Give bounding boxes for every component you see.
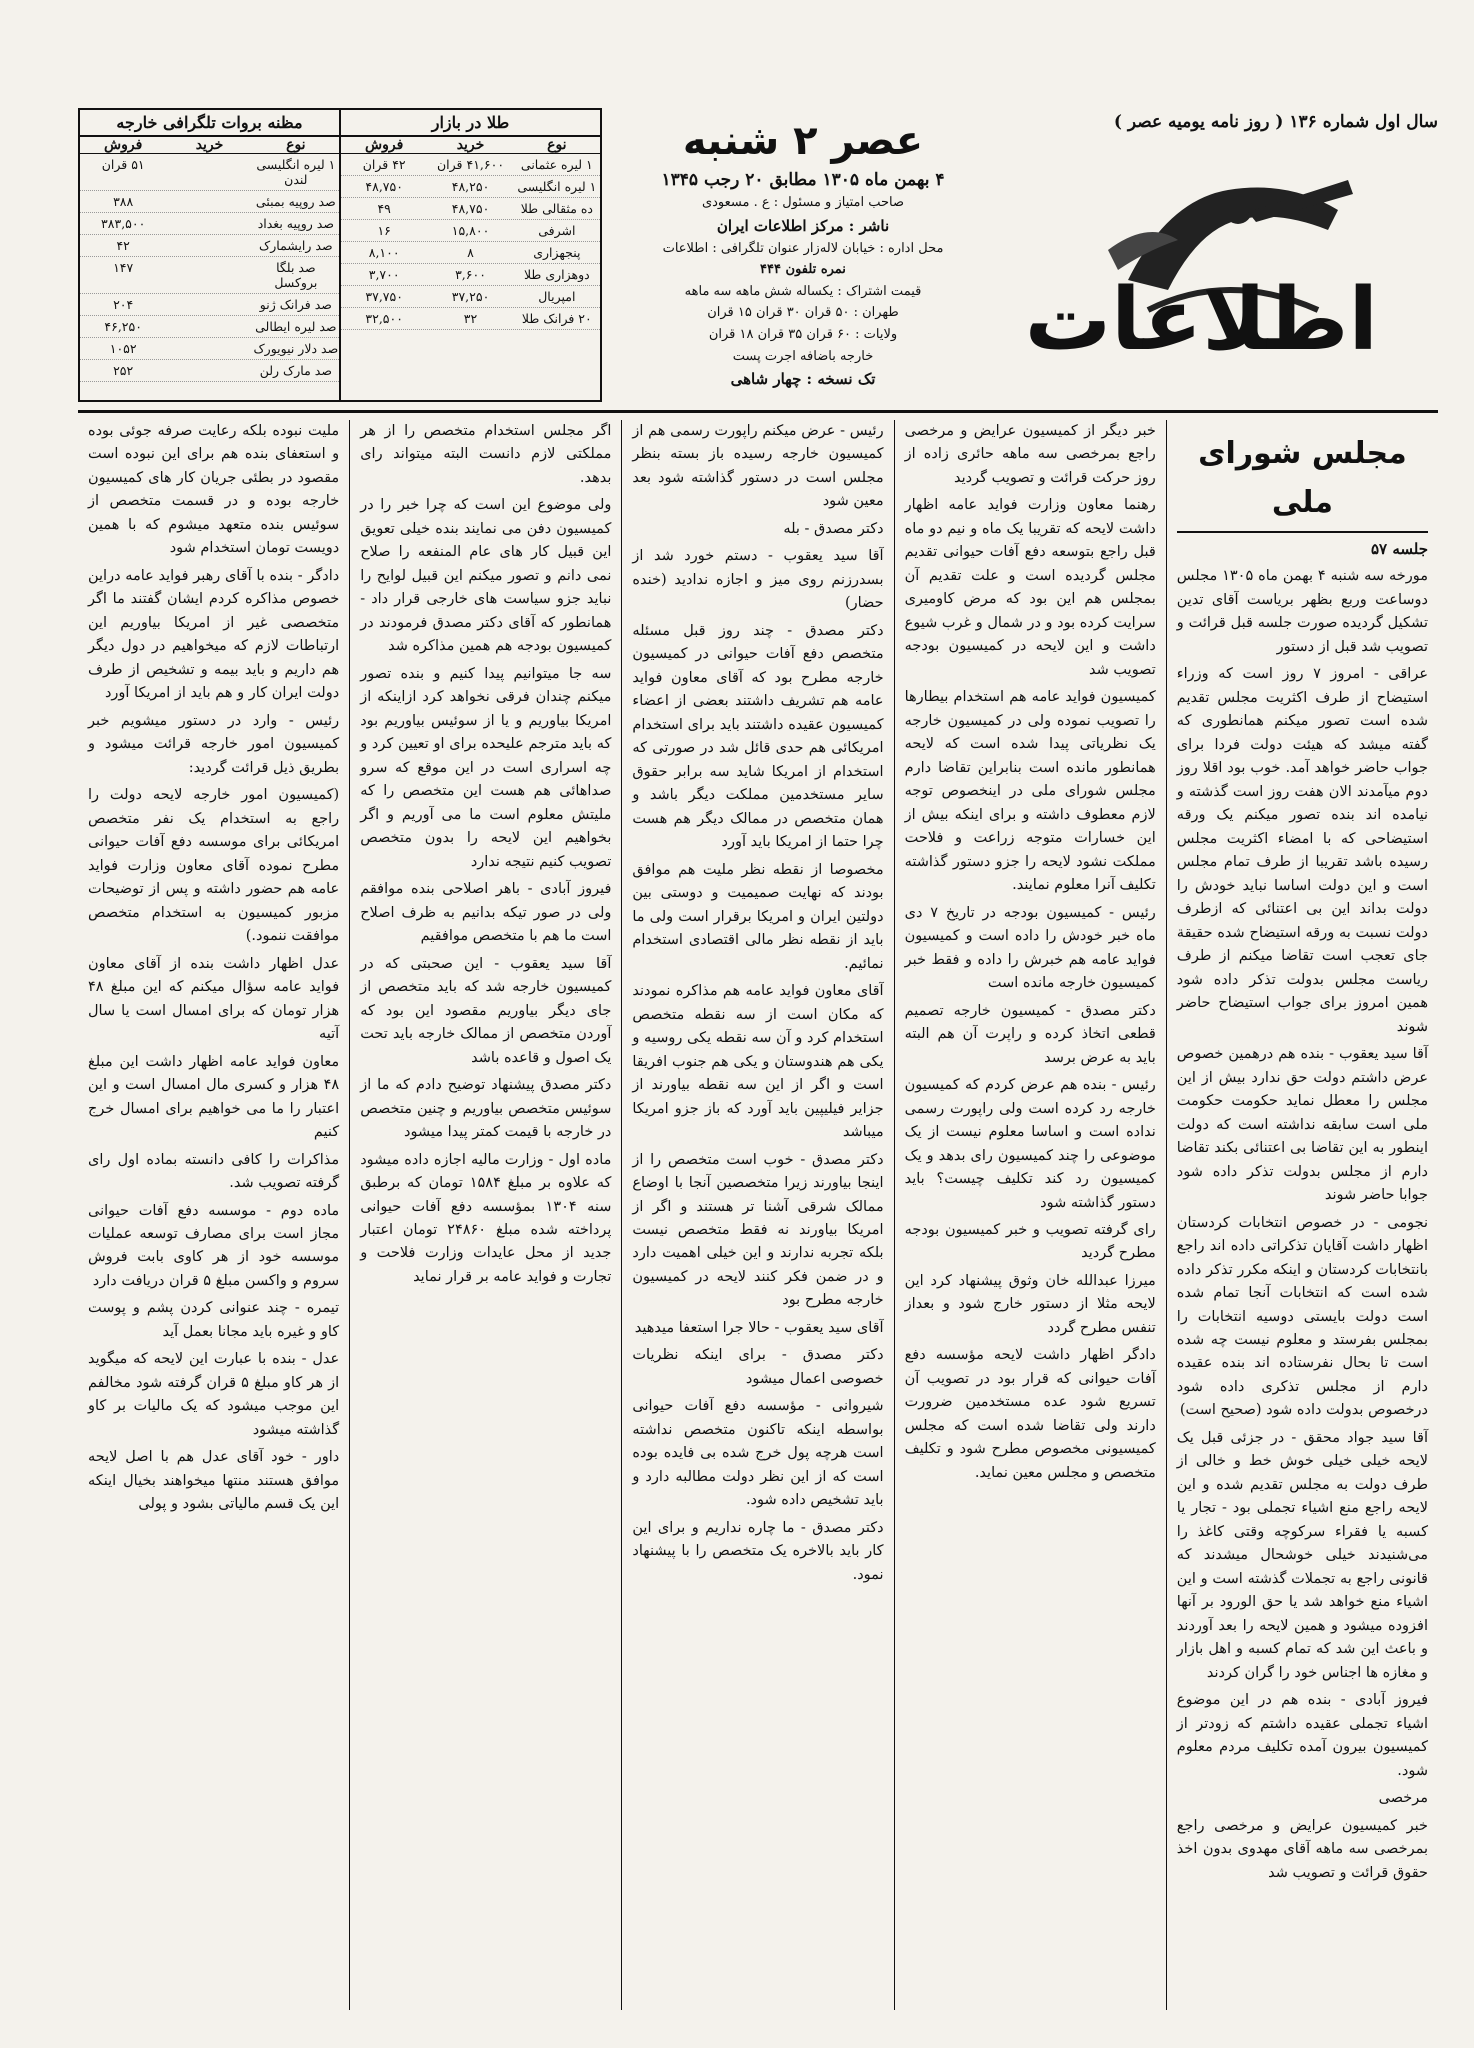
table-row: ۱ لیره انگلیسی لندن ۵۱ قران [80, 154, 339, 191]
paragraph: دکتر مصدق - ما چاره نداریم و برای این کار باید بالاخره یک متخصص را با پیشنهاد نمود. [632, 1519, 884, 1583]
paragraph: خبر دیگر از کمیسیون عرایض و مرخصی راجع بمرخصی سه ماهه حائری زاده از روز حرکت قرائت و تصویب گردید [904, 423, 1156, 486]
table-row: ۱ لیره انگلیسی ۴۸,۲۵۰ ۴۸,۷۵۰ [341, 176, 600, 198]
paragraph: دکتر مصدق - برای اینکه نظریات خصوصی اعمال میشود [632, 1347, 884, 1387]
provinces-rate: ولایات : ۶۰ قران ۳۵ قران ۱۸ قران [708, 326, 898, 342]
publisher-line: ناشر : مرکز اطلاعات ایران [716, 216, 890, 235]
issue-info [608, 108, 998, 398]
paragraph: عراقی - امروز ۷ روز است که وزراء استیضاح از طرف اکثریت مجلس تقدیم شده است تصور میکنم همانطوری که گفته میشد که هیئت دولت فردا برای جواب حاضر خواهد آمد. خوب بود اقلا روز دوم میآمدند الان هفت روز است گذشته و نیامده اند بنده تصور میکنم یک ورقه استیضاحی که با امضاء اکثریت مجلس رسیده باشد تقریبا از طرف تمام مجلس است و این دولت اساسا نباید خودش را دولت بداند این بی اعتنائی که ازطرف دولت نسبت به ورقه استیضاح شده حقیقة جای تعجب است تقاضا میکنم از طرف ریاست مجلس بدولت تذکر داده شود همین امروز برای جواب استیضاح حاضر شوند [1176, 666, 1428, 1035]
paragraph: عدل - بنده با عبارت این لایحه که میگوید از هر کاو مبلغ ۵ قران گرفته شود مخالفم این موجب میشود که یک مالیات بر کاو گذاشته میشود [87, 1351, 340, 1438]
paragraph: مذاکرات را کافی دانسته بماده اول رای گرفته تصویب شد. [87, 1151, 340, 1192]
table-row: ۱ لیره عثمانی ۴۱,۶۰۰ قران ۴۲ قران [341, 154, 600, 176]
paragraph: دکتر مصدق - بله [783, 520, 884, 537]
fx-table-title: مظنه بروات تلگرافی خارجه [80, 110, 339, 137]
table-row: ده مثقالی طلا ۴۸,۷۵۰ ۴۹ [341, 198, 600, 220]
paragraph: دادگر - بنده با آقای رهبر فواید عامه دراین خصوص مذاکره کردم ایشان گفتند ما اگر متخصصی غیر از امریکا بیاوریم این ارتباطات لازم که میخواهیم در دول دیگر هم داریم و باید بیمه و تشخیص از طرف دولت ایران کار و هم باید از امریکا آورد [87, 567, 340, 702]
market-tables [78, 108, 602, 402]
office-line: محل اداره : خیابان لاله‌زار عنوان تلگرافی : اطلاعات [662, 240, 944, 256]
paragraph: فیروز آبادی - باهر اصلاحی بنده موافقم ولی در صور تیکه بدانیم به ظرف اصلاح است ما هم با متخصص موافقیم [360, 881, 612, 945]
masthead [78, 100, 1438, 413]
newspaper-logo [1024, 160, 1408, 390]
fx-table [80, 110, 339, 400]
header-cell: فروش [104, 137, 143, 153]
gold-table [339, 110, 600, 400]
paragraph: خبر کمیسیون عرایض و مرخصی راجع بمرخصی سه ماهه آقای مهدوی بدون اخذ حقوق قرائت و تصویب شد [1176, 1817, 1428, 1881]
table-row: ۲۰ فرانک طلا ۳۲ ۳۲,۵۰۰ [341, 308, 600, 330]
tehran-rate: طهران : ۵۰ قران ۳۰ قران ۱۵ قران [707, 305, 899, 321]
paragraph: ولی موضوع این است که چرا خبر را در کمیسیون دفن می نمایند بنده خیلی تعویق این قبیل کار های عام المنفعه را صلاح نمی دانم و تصور میکنم این قبیل لوایح را نباید جزو سیاست های خارجی قرار داد - همانطور که آقای دکتر مصدق فرمودند در کمیسیون بودجه هم همین مذاکره شد [360, 497, 612, 655]
article-columns [78, 420, 1438, 2010]
paragraph: اگر مجلس استخدام متخصص را از هر مملکتی لازم دانست البته میتواند رای بدهد. [360, 423, 612, 486]
table-row: دوهزاری طلا ۳,۶۰۰ ۳,۷۰۰ [341, 264, 600, 286]
column-3 [621, 420, 893, 2010]
paragraph: میرزا عبدالله خان وثوق پیشنهاد کرد این لایحه مثلا از دستور خارج شود و بعداز تنفس مطرح گردد [904, 1272, 1156, 1336]
gold-table-header [341, 137, 600, 154]
paragraph: آقا سید یعقوب - بنده هم درهمین خصوص عرض داشتم دولت حق ندارد بیش از این مجلس را معطل نماید حکومت حکومت ملی است سابقه نداشته است که دولت اینطور به این تقاضا بی اعتنائی بکند تقاضا دارم از مجلس بدولت تذکر داده شود جوابا حاضر شوند [1176, 1046, 1428, 1204]
table-row: صد بلگا بروکسل ۱۴۷ [80, 257, 339, 294]
paragraph: دکتر مصدق پیشنهاد توضیح دادم که ما از سوئیس متخصص بیاوریم و چنین متخصص در خارجه با قیمت کمتر پیدا میشود [360, 1077, 612, 1141]
logo-text: اطلاعات [1024, 270, 1378, 370]
column-2 [894, 420, 1166, 2010]
paragraph: رئیس - بنده هم عرض کردم که کمیسیون خارجه رد کرده است ولی راپورت رسمی نداده است و اساسا معلوم نیست از یک موضوعی را چند کمیسیون رای بدهد و یک کمیسیون رد کند تکلیف چیست؟ باید دستور گذاشته شود [904, 1077, 1156, 1211]
paragraph: آقا سید یعقوب - این صحبتی که در کمیسیون خارجه شد که باید متخصص از جای دیگر بیاوریم مقصود این بود که آوردن متخصص از ممالک خارجه باید تحت یک اصول و قاعده باشد [360, 955, 612, 1066]
paragraph: آقای سید یعقوب - حالا جرا استعفا میدهید [634, 1319, 884, 1336]
table-row: صد روپیه بمبئی ۳۸۸ [80, 191, 339, 213]
header-cell: خرید [456, 137, 485, 153]
paragraph: ملیت نبوده بلکه رعایت صرفه جوئی بوده و استعفای بنده هم برای این نبوده است مقصود در بطئی جریان کار های کمیسیون خارجه بوده و در قسمت متخصص از سوئیس بنده متعهد میشوم که با همین دویست تومان استخدام شود [87, 423, 340, 557]
column-1 [1166, 420, 1438, 2010]
table-row: صد لیره ایطالی ۴۶,۲۵۰ [80, 316, 339, 338]
paragraph: مورخه سه شنبه ۴ بهمن ماه ۱۳۰۵ مجلس دوساعت وربع بظهر بریاست آقای تدین تشکیل گردیده صورت جلسه قبل قرائت و تصویب شد قبل از دستور [1176, 568, 1428, 655]
date-line: ۴ بهمن ماه ۱۳۰۵ مطابق ۲۰ رجب ۱۳۴۵ [661, 170, 945, 190]
paragraph: عدل اظهار داشت بنده از آقای معاون فواید عامه سؤال میکنم که این مبلغ ۴۸ هزار تومان که برای امسال است یا سال آتیه [87, 955, 340, 1043]
table-row: پنجهزاری ۸ ۸,۱۰۰ [341, 242, 600, 264]
gold-table-title: طلا در بازار [341, 110, 600, 137]
table-row: اشرفی ۱۵,۸۰۰ ۱۶ [341, 220, 600, 242]
paragraph: رهنما معاون وزارت فواید عامه اظهار داشت لایحه که تقریبا یک ماه و نیم دو ماه قبل راجع بتوسعه دفع آفات حیوانی تقدیم مجلس گردیده است و علت تقدیم آن بمجلس هم این بود که مرض کاومیری سرایت کرده بود و در شمال و غرب شیوع داشت و این لایحه در کمیسیون بودجه تصویب شد [904, 497, 1156, 678]
header-cell: خرید [195, 137, 224, 153]
paragraph: شیروانی - مؤسسه دفع آفات حیوانی بواسطه اینکه تاکنون متخصص نداشته است هرچه پول خرج شده بی فایده بوده است که از این نظر دولت مطالبه دارد و باید تشخیص داده شود. [632, 1398, 884, 1509]
paragraph: آقا سید جواد محقق - در جزئی قبل یک لایحه خیلی خیلی خوش خط و خالی از طرف دولت به مجلس تقدیم شده و این لایحه راجع منع اشیاء تجملی بود - تجار یا کسبه یا فقراء سرکوچه وقتی کاغذ را می‌شنیدند خیلی خوشحال میشدند که قانونی راجع به تجملات گذشته است و این اشیاء منع خواهد شد یا حق الورود بر آنها افزوده میشود و همین لایحه را بعد آوردند و باعث این شد که تمام کسبه و اهل بازار و مغازه ها اجناس خود را گران کردند [1176, 1429, 1428, 1681]
paragraph: دکتر مصدق - خوب است متخصص را از اینجا بیاورند زیرا متخصصین آنجا با اوضاع ممالک شرقی آشنا تر هستند و اگر از امریکا بیاورند نه فقط متخصص نیست بلکه تجربه ندارند و این خیلی اهمیت دارد و در ضمن فکر کنند لایحه در کمیسیون خارجه مطرح بود [632, 1151, 884, 1309]
table-row: امپریال ۳۷,۲۵۰ ۳۷,۷۵۰ [341, 286, 600, 308]
paragraph: کمیسیون فواید عامه هم استخدام بیطارها را تصویب نموده ولی در کمیسیون خارجه یک نظریاتی پیدا شده است که لایحه همانطور مانده است بنابراین تقاضا دارم مجلس شورای ملی در اینخصوص توجه لازم معطوف داشته و برای اینکه بیش از این خسارات متوجه زراعت و فلاحت مملکت نشود لایحه را جزو دستور گذاشته تکلیف آنرا معلوم نمایند. [904, 689, 1156, 894]
paragraph: داور - خود آقای عدل هم با اصل لایحه موافق هستند منتها میخواهند بخیال اینکه این یک قسم مالیاتی بشود و پولی [87, 1449, 340, 1513]
paragraph: دکتر مصدق - چند روز قبل مسئله متخصص دفع آفات حیوانی در کمیسیون خارجه مطرح بود که آقای معاون فواید عامه هم تشریف داشتند بعضی از اعضاء کمیسیون عقیده داشتند باید برای استخدام امریکائی هم حدی قائل شد در صورتی که استخدام از امریکا شاید سه برابر حقوق سایر مستخدمین مملکت دیگر باشد و همان متخصص در ممالک دیگر هم هست چرا حتما از امریکا باید آورد [632, 622, 884, 851]
table-row: صد روپیه بغداد ۳۸۳,۵۰۰ [80, 213, 339, 235]
section-title: مجلس شورای ملی [1177, 430, 1428, 533]
paragraph: رای گرفته تصویب و خبر کمیسیون بودجه مطرح گردید [904, 1221, 1156, 1262]
paragraph: نجومی - در خصوص انتخابات کردستان اظهار داشت آقایان تذکراتی داده اند راجع بانتخابات کردستان و اینکه مکرر تذکر داده شده است که انتخابات آنجا تمام شده است دولت بایستی دوسیه انتخابات را بمجلس بفرستد و معلوم نیست چه شده است تا بحال نفرستاده اند بنده عقیده دارم از مجلس تذکری داده شود درخصوص بدولت داده شود (صحیح است) [1176, 1214, 1428, 1419]
paragraph: فیروز آبادی - بنده هم در این موضوع اشیاء تجملی عقیده داشتم که زودتر از کمیسیون بیرون آمده تکلیف مردم معلوم شود. [1176, 1692, 1428, 1779]
owner-line: صاحب امتیاز و مسئول : ع . مسعودی [701, 195, 905, 210]
issue-line: سال اول شماره ۱۳۶ ( روز نامه یومیه عصر ) [1113, 112, 1438, 132]
header-cell: نوع [547, 137, 567, 153]
subscription-header: قیمت اشتراک : یکساله شش ماهه سه ماهه [684, 283, 922, 299]
header-cell: نوع [286, 137, 306, 153]
paragraph: دادگر اظهار داشت لایحه مؤسسه دفع آفات حیوانی که قرار بود در تصویب آن تسریع شود عده مستخدمین ضرورت دارند ولی تقاضا شده است که مجلس کمیسیونی مخصوص مطرح شود و تکلیف متخصص و مجلس معین نماید. [904, 1347, 1156, 1481]
single-copy-price: تک نسخه : چهار شاهی [730, 370, 876, 389]
header-cell: فروش [365, 137, 404, 153]
abroad-rate: خارجه باضافه اجرت پست [732, 348, 874, 364]
paragraph: رئیس - وارد در دستور میشویم خبر کمیسیون امور خارجه قرائت میشود و بطریق ذیل قرائت گردید: [87, 712, 340, 776]
table-row: صد فرانک ژنو ۲۰۴ [80, 294, 339, 316]
paragraph: دکتر مصدق - کمیسیون خارجه تصمیم قطعی اتخاذ کرده و راپرت آن هم البته باید به عرض برسد [904, 1002, 1156, 1066]
paragraph: سه جا میتوانیم پیدا کنیم و بنده تصور میکنم چندان فرقی نخواهد کرد ازاینکه از امریکا بیاوریم و یا از سوئیس بیاوریم بود که باید مترجم علیحده برای او تعیین کرد و چه اسراری است در این موقع که سرو صداهائی هم هست این متخصص را که ملیتش معلوم است ما می آوریم و اگر بخواهیم این لایحه را بدون متخصص تصویب کنیم نتیجه ندارد [360, 665, 612, 870]
table-row: صد رایشمارک ۴۲ [80, 235, 339, 257]
paragraph: رئیس - عرض میکنم راپورت رسمی هم از کمیسیون خارجه رسیده باز بسته بنظر مجلس است در دستور گذاشته شود بعد معین شود [632, 423, 884, 510]
column-5 [78, 420, 349, 2010]
paragraph: آقا سید یعقوب - دستم خورد شد از بسدرزنم روی میز و اجازه ندادید (خنده حضار) [632, 548, 884, 612]
paragraph: معاون فواید عامه اظهار داشت این مبلغ ۴۸ هزار و کسری مال امسال است و این اعتبار را ما می خواهیم برای امسال خرج کنیم [87, 1053, 340, 1141]
paragraph: رئیس - کمیسیون بودجه در تاریخ ۷ دی ماه خبر خودش را داده است و کمیسیون فواید عامه هم خبرش را داده و فقط خبر کمیسیون خارجه مانده است [904, 904, 1156, 992]
paragraph: آقای معاون فواید عامه هم مذاکره نمودند که مکان است از سه نقطه متخصص استخدام کرد و آن سه نقطه یکی روسیه و یکی هم هندوستان و یکی هم جنوب افریقا است و اگر از این سه نقطه بیاورند از جزایر فیلیپین باید آورد که باز جزو امریکا میباشد [632, 983, 884, 1141]
paragraph: ماده اول - وزارت مالیه اجازه داده میشود که علاوه بر مبلغ ۱۵۸۴ تومان که برطبق سنه ۱۳۰۴ بمؤسسه دفع آفات حیوانی پرداخته شده مبلغ ۲۴۸۶۰ تومان اعتبار جدید از محل عایدات وزارت فلاحت و تجارت و فواید عامه بر قرار نماید [360, 1151, 612, 1285]
paragraph: تیمره - چند عنوانی کردن پشم و پوست کاو و غیره باید مجانا بعمل آید [87, 1300, 340, 1340]
paragraph: ماده دوم - موسسه دفع آفات حیوانی مجاز است برای مصارف توسعه عملیات موسسه خود از هر کاوی بابت فروش سروم و واکسن مبلغ ۵ قران دریافت دارد [87, 1202, 340, 1289]
day-title: عصر ۲ شنبه [682, 118, 924, 164]
column-4 [349, 420, 621, 2010]
fx-table-header [80, 137, 339, 154]
phone-line: نمره تلفون ۴۴۴ [760, 262, 846, 278]
table-row: صد مارک رلن ۲۵۲ [80, 360, 339, 382]
paragraph: مخصوصا از نقطه نظر ملیت هم موافق بودند که نهایت صمیمیت و دوستی بین دولتین ایران و امریکا برقرار است ولی ما باید از نقطه نظر مالی اقتصادی استخدام نمائیم. [632, 861, 884, 972]
paragraph: مرخصی [1378, 1790, 1428, 1807]
table-row: صد دلار نیویورک ۱۰۵۲ [80, 338, 339, 360]
session-number: جلسه ۵۷ [1370, 540, 1428, 559]
paragraph: (کمیسیون امور خارجه لایحه دولت را راجع به استخدام یک نفر متخصص امریکائی برای موسسه دفع آفات حیوانی مطرح نموده آقای معاون وزارت فواید عامه هم حضور داشته و پس از توضیحات مزبور کمیسیون به استخدام متخصص موافقت ننمود.) [87, 787, 340, 945]
